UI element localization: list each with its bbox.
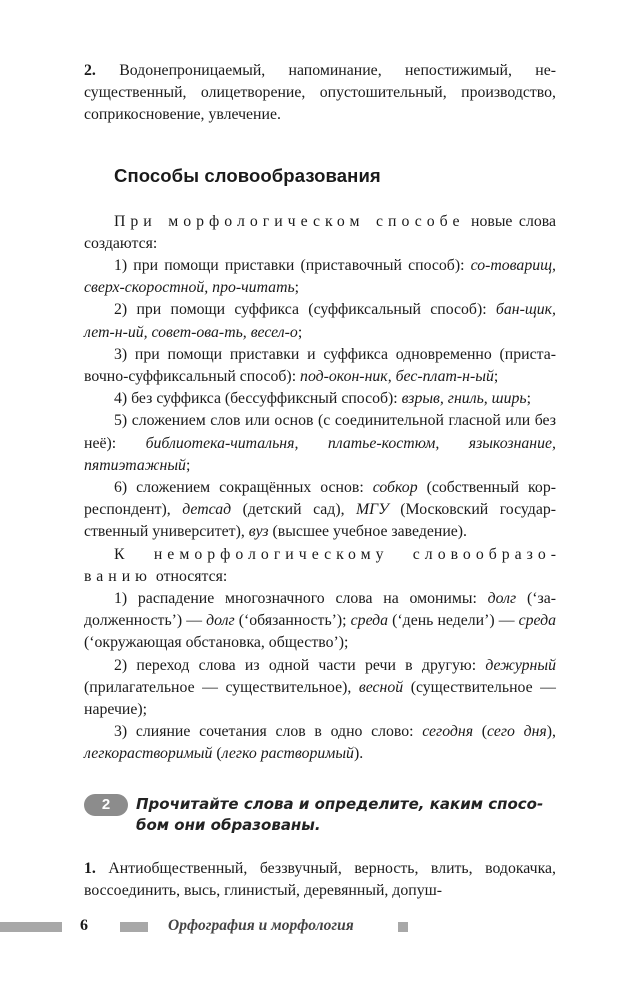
text-fragment: ; [297, 323, 303, 341]
example-words: вуз [248, 523, 269, 541]
task-number-badge: 2 [84, 794, 128, 816]
text-fragment: 3) при помощи приставки и суффикса одновременно (приставочно-суффиксальный способ): [84, 345, 556, 386]
text-fragment: 6) сложением сокращённых основ: [114, 479, 373, 497]
page-footer [0, 917, 619, 937]
example-words: легко растворимый [221, 745, 354, 763]
text-fragment: 2) переход слова из одной части речи в другую: [114, 656, 486, 674]
example-words: детсад [182, 501, 232, 519]
text-fragment: (‘обязанность’); [234, 612, 351, 630]
morph-item-2 [84, 299, 556, 343]
example-words: библиотека-читальня, платье-костюм, языкознание, пятиэтажный [84, 434, 557, 474]
example-words: весной [358, 678, 404, 696]
text-fragment: (‘задолженность’) — [84, 590, 556, 630]
text-fragment: 1) распадение многозначного слова на омонимы: [114, 590, 488, 608]
nonmorph-item-3 [84, 721, 556, 765]
running-title: Орфография и морфология [168, 917, 354, 934]
morph-item-5 [84, 410, 556, 477]
text-fragment: ; [493, 368, 499, 386]
text-fragment: ). [353, 745, 364, 763]
example-words: МГУ [356, 501, 389, 519]
example-words: долг [206, 612, 235, 630]
example-words: легкорастворимый [84, 745, 213, 763]
example-words: со-товарищ, сверх-скоростной, про-читать [84, 257, 556, 297]
exercise-2-words: 2. Водонепроницаемый, напоминание, непостижимый, несущественный, олицетворение, опустошительный, производство, соприкосновение, увлечение. [84, 62, 556, 124]
exercise-number: 2. [84, 62, 96, 79]
morph-item-1 [84, 255, 556, 299]
example-words: сего дня [487, 723, 547, 741]
example-words: взрыв, гниль, ширь [401, 390, 527, 408]
example-words: под-окон-ник, бес-плат-н-ый [300, 368, 494, 386]
morph-item-3 [84, 344, 556, 388]
text-fragment: 5) сложением слов или основ (с соединительной гласной или без неё): [84, 412, 556, 452]
example-words: дежурный [485, 656, 556, 674]
text-fragment: 1) при помощи приставки (приставочный способ): [114, 257, 471, 275]
text-fragment: (детский сад), [231, 501, 357, 519]
page-number: 6 [80, 917, 88, 934]
text-fragment: ( [212, 745, 222, 763]
nonmorph-item-1 [84, 588, 556, 655]
nonmorph-intro: К неморфологическому словообразованию относятся: [84, 545, 556, 585]
text-fragment: (Московский государственный университет), [84, 501, 556, 541]
text-fragment: (прилагательное — существительное), [84, 678, 359, 696]
text-fragment: (‘окружающая обстановка, общество’); [84, 634, 349, 652]
example-words: сегодня [422, 723, 474, 741]
text-fragment: ; [294, 279, 300, 297]
text-fragment: (собственный корреспондент), [84, 479, 556, 519]
footer-bar-middle [120, 922, 148, 932]
morph-item-6 [84, 477, 556, 544]
text-fragment: ( [473, 723, 488, 741]
footer-bar-right [398, 922, 408, 932]
text-fragment: 4) без суффикса (бессуффиксный способ): [114, 390, 402, 408]
exercise-1-words: 1. Антиобщественный, беззвучный, верность, влить, водокачка, воссоединить, высь, глинистый, деревянный, допуш- [84, 859, 556, 899]
text-fragment: (высшее учебное заведение). [268, 523, 468, 541]
example-words: собкор [372, 479, 418, 497]
task-instruction [84, 794, 556, 836]
footer-bar-left [0, 922, 62, 932]
text-fragment: (‘день недели’) — [388, 612, 519, 630]
morph-intro: При морфологическом способе новые слова создаются: [84, 212, 556, 252]
task-text: Прочитайте слова и определите, каким способом они образованы. [136, 794, 544, 834]
text-fragment: 2) при помощи суффикса (суффиксальный способ): [114, 301, 496, 319]
example-words: бан-щик, лет-н-ий, совет-ова-ть, весел-о [84, 301, 556, 341]
text-fragment: ; [526, 390, 531, 408]
text-fragment: (существительное — наречие); [84, 678, 556, 719]
example-words: долг [487, 590, 517, 608]
page-content [84, 60, 556, 902]
example-words: среда [518, 612, 556, 630]
text-fragment: ; [185, 456, 191, 474]
section-title: Способы словообразования [114, 164, 381, 186]
nonmorph-item-2 [84, 655, 556, 722]
exercise-number: 1. [84, 859, 96, 877]
text-fragment: ), [546, 723, 556, 741]
text-fragment: 3) слияние сочетания слов в одно слово: [114, 723, 423, 741]
example-words: среда [350, 612, 389, 630]
morph-item-4 [84, 388, 556, 410]
